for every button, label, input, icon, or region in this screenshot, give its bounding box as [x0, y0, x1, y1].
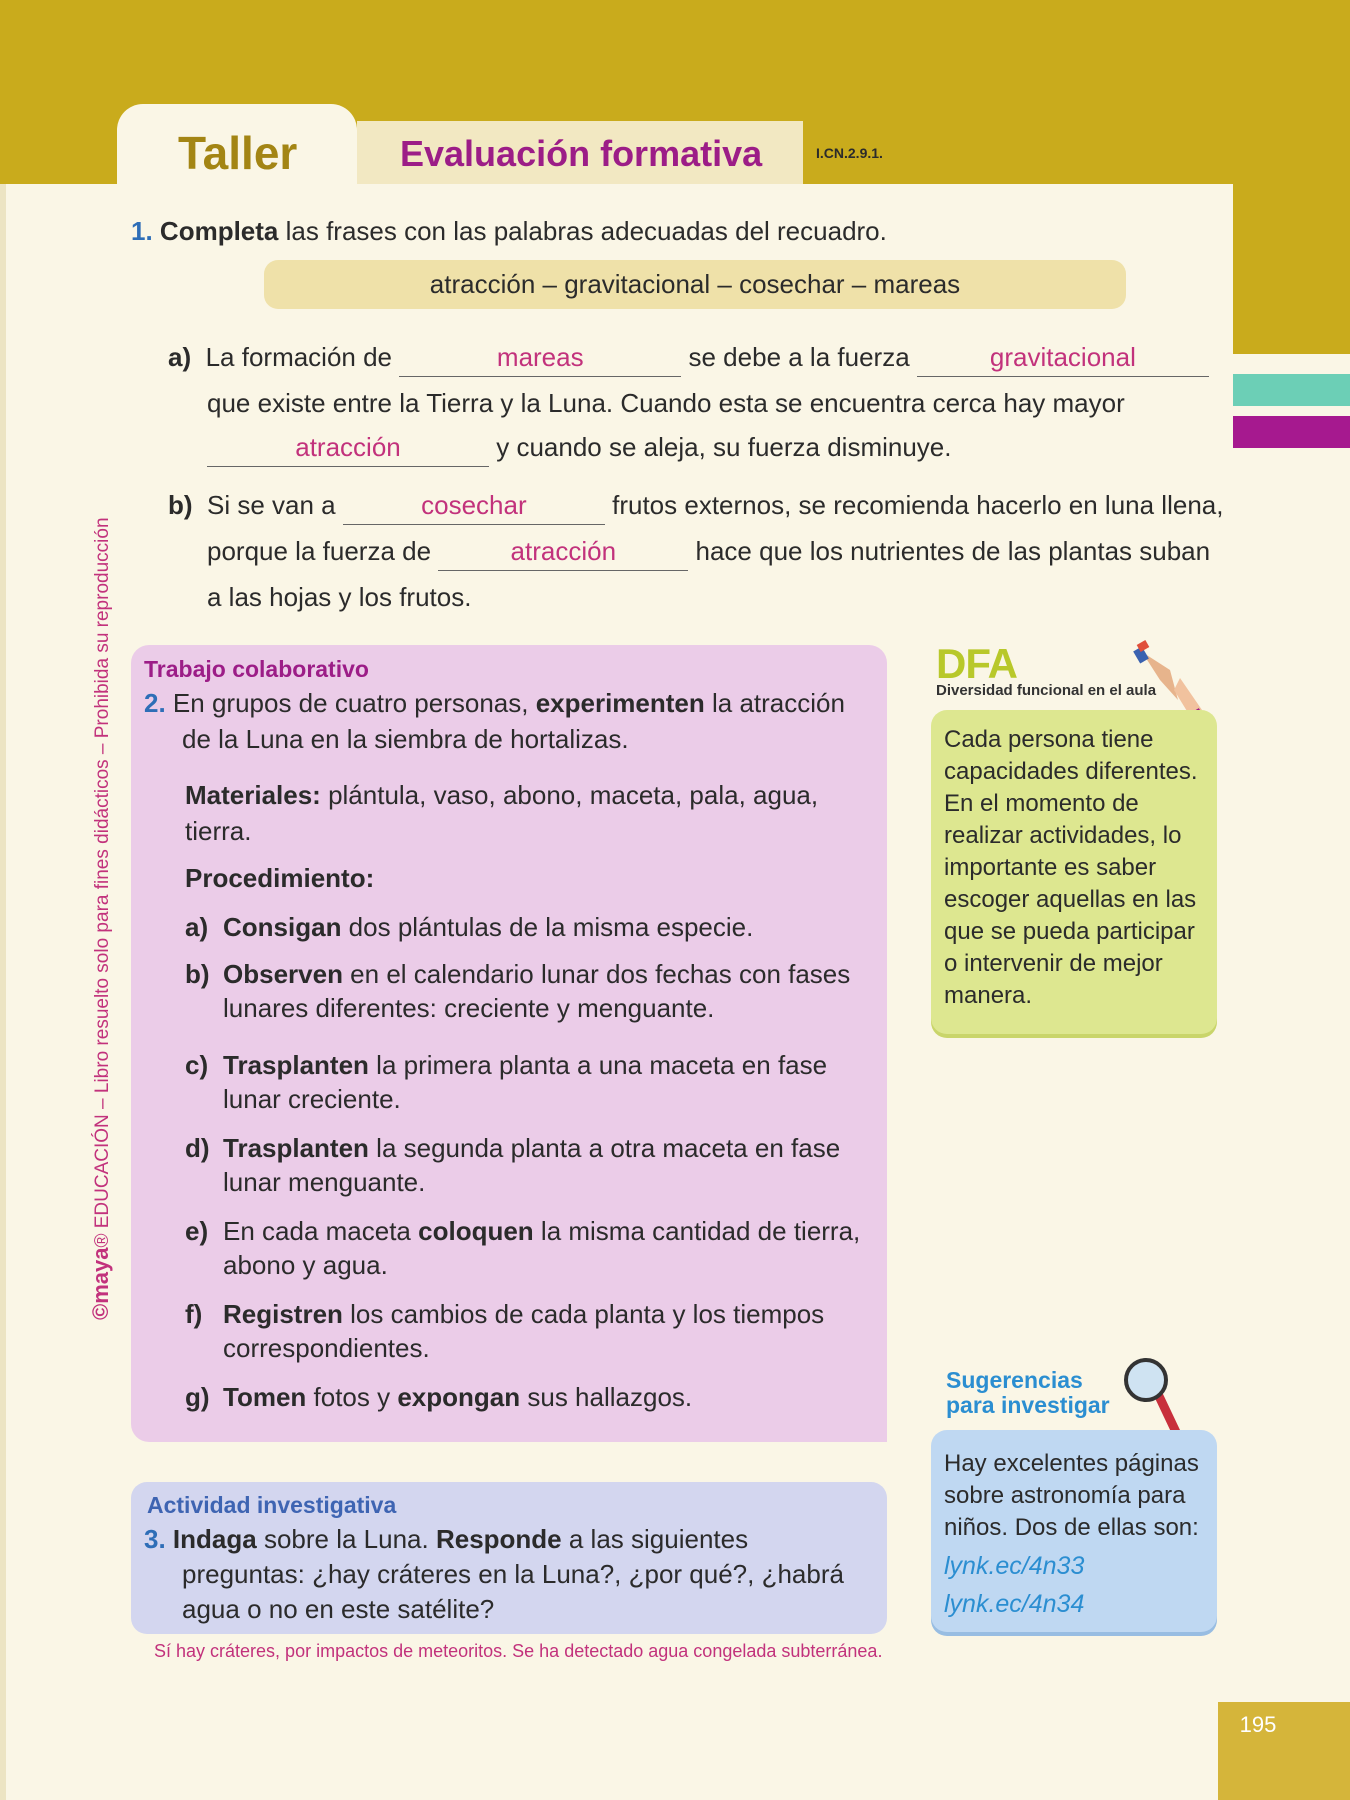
- step-continuation: lunares diferentes: creciente y menguante.: [223, 993, 715, 1023]
- q1a-letter: a): [168, 342, 192, 372]
- q1a-blank3[interactable]: atracción: [207, 434, 489, 467]
- link-1[interactable]: lynk.ec/4n33: [944, 1552, 1085, 1580]
- step-text: la primera planta a una maceta en fase: [368, 1050, 828, 1080]
- step-letter: f): [185, 1299, 203, 1329]
- q1b-line3: a las hojas y los frutos.: [207, 582, 472, 612]
- q3-answer: Sí hay cráteres, por impactos de meteoritos. Se ha detectado agua congelada subterránea.: [154, 1641, 883, 1661]
- q2-verb: experimenten: [535, 688, 705, 718]
- q1b-text2: frutos externos, se recomienda hacerlo en luna llena,: [612, 490, 1224, 520]
- step-continuation: lunar menguante.: [223, 1167, 426, 1197]
- suggestion-line: sobre astronomía para: [944, 1482, 1186, 1509]
- page-left-edge: [0, 0, 6, 1800]
- q3-line2: preguntas: ¿hay cráteres en la Luna?, ¿por qué?, ¿habrá: [182, 1559, 844, 1589]
- q3-text2: a las siguientes: [561, 1524, 749, 1554]
- step-letter: b): [185, 959, 210, 989]
- step-verb: Registren: [223, 1299, 343, 1329]
- q2-line1: [144, 688, 845, 719]
- q1-text: las frases con las palabras adecuadas del recuadro.: [278, 216, 887, 246]
- q1b-blank1[interactable]: cosechar: [343, 492, 605, 525]
- taller-title: Taller: [178, 127, 298, 179]
- q1a-line3: [207, 432, 952, 467]
- step-text: sus hallazgos.: [520, 1382, 693, 1412]
- step-verb: Trasplanten: [223, 1133, 369, 1163]
- dfa-line: capacidades diferentes.: [944, 758, 1198, 785]
- materials-line2: tierra.: [185, 816, 252, 846]
- materials-text: plántula, vaso, abono, maceta, pala, agua,: [320, 780, 819, 810]
- step-letter: a): [185, 912, 209, 942]
- step-letter: d): [185, 1133, 210, 1163]
- q1a-line2: que existe entre la Tierra y la Luna. Cuando esta se encuentra cerca hay mayor: [207, 388, 1125, 418]
- q3-number: 3.: [144, 1524, 166, 1554]
- procedure-step: [185, 1214, 860, 1282]
- step-text: en el calendario lunar dos fechas con fases: [342, 959, 851, 989]
- suggestions-text: [944, 1448, 1199, 1544]
- collab-label: Trabajo colaborativo: [144, 656, 369, 682]
- copyright-side-text: [88, 517, 114, 1320]
- step-verb: Consigan: [223, 912, 342, 942]
- procedure-label: Procedimiento:: [185, 863, 375, 893]
- q1a-text2: se debe a la fuerza: [688, 342, 910, 372]
- link-2[interactable]: lynk.ec/4n34: [944, 1590, 1085, 1618]
- q2-line2: de la Luna en la siembra de hortalizas.: [182, 724, 629, 754]
- step-text: los cambios de cada planta y los tiempos: [342, 1299, 825, 1329]
- step-text: fotos y: [306, 1382, 398, 1412]
- q1b-text4: hace que los nutrientes de las plantas suban: [695, 536, 1211, 566]
- procedure-step: [185, 957, 850, 1025]
- q1b-letter: b): [168, 490, 193, 520]
- q3-line3: agua o no en este satélite?: [182, 1594, 495, 1624]
- dfa-line: En el momento de: [944, 790, 1139, 817]
- materials-line1: [185, 780, 818, 811]
- step-continuation: abono y agua.: [223, 1250, 388, 1280]
- suggestions-title: [946, 1368, 1110, 1418]
- step-text: la misma cantidad de tierra,: [533, 1216, 861, 1246]
- copyright-text: ® EDUCACIÓN – Libro resuelto solo para fines didácticos – Prohibida su reproducción: [92, 517, 113, 1248]
- procedure-step: [185, 910, 753, 944]
- step-verb: coloquen: [418, 1216, 534, 1246]
- dfa-line: importante es saber: [944, 854, 1157, 881]
- q1b-line1: [168, 490, 1223, 525]
- step-verb: Trasplanten: [223, 1050, 369, 1080]
- step-letter: c): [185, 1050, 209, 1080]
- suggestions-title-line2: para investigar: [946, 1392, 1110, 1418]
- q1-number: 1.: [131, 216, 153, 246]
- q1a-blank1[interactable]: mareas: [399, 344, 681, 377]
- q1-verb: Completa: [159, 216, 279, 246]
- q1a-text1: La formación de: [205, 342, 393, 372]
- procedure-step: [185, 1380, 692, 1414]
- step-verb: expongan: [397, 1382, 521, 1412]
- q1b-line2: [207, 536, 1210, 571]
- step-text: la segunda planta a otra maceta en fase: [368, 1133, 841, 1163]
- materials-label: Materiales:: [185, 780, 321, 810]
- q1b-text1: Si se van a: [207, 490, 336, 520]
- curriculum-code: I.CN.2.9.1.: [816, 145, 883, 161]
- q2-text1: En grupos de cuatro personas,: [172, 688, 536, 718]
- dfa-line: que se pueda participar: [944, 918, 1195, 945]
- dfa-text: [944, 724, 1198, 1012]
- step-continuation: lunar creciente.: [223, 1084, 401, 1114]
- suggestion-line: niños. Dos de ellas son:: [944, 1514, 1199, 1541]
- dfa-line: escoger aquellas en las: [944, 886, 1197, 913]
- dfa-line: manera.: [944, 982, 1033, 1009]
- step-continuation: correspondientes.: [223, 1333, 430, 1363]
- dfa-line: Cada persona tiene: [944, 726, 1154, 753]
- magnifier-icon: [1120, 1356, 1190, 1438]
- dfa-line: realizar actividades, lo: [944, 822, 1182, 849]
- q1-instruction: [131, 216, 887, 247]
- teal-stripe: [1233, 374, 1350, 406]
- q3-line1: [144, 1524, 748, 1555]
- right-gold-band: [1233, 184, 1350, 354]
- evaluacion-title: Evaluación formativa: [400, 133, 763, 174]
- step-letter: e): [185, 1216, 209, 1246]
- dfa-subtitle: Diversidad funcional en el aula: [936, 682, 1157, 699]
- word-box: atracción – gravitacional – cosechar – mareas: [264, 260, 1126, 309]
- procedure-step: [185, 1048, 827, 1116]
- step-letter: g): [185, 1382, 210, 1412]
- q2-number: 2.: [144, 688, 166, 718]
- q1a-blank2[interactable]: gravitacional: [917, 344, 1209, 377]
- procedure-step: [185, 1131, 840, 1199]
- page-number: 195: [1239, 1712, 1277, 1737]
- step-verb: Observen: [223, 959, 343, 989]
- procedure-step: [185, 1297, 824, 1365]
- suggestions-title-line1: Sugerencias: [946, 1367, 1083, 1393]
- brand-name: ©maya: [88, 1247, 113, 1320]
- dfa-logo: DFA: [936, 640, 1017, 687]
- q2-text2: la atracción: [704, 688, 845, 718]
- research-label: Actividad investigativa: [147, 1492, 397, 1518]
- q1a-line1: [168, 342, 1209, 377]
- q1b-blank2[interactable]: atracción: [438, 538, 688, 571]
- dfa-line: o intervenir de mejor: [944, 950, 1163, 977]
- q3-text1: sobre la Luna.: [256, 1524, 436, 1554]
- q3-verb2: Responde: [435, 1524, 562, 1554]
- step-verb: Tomen: [223, 1382, 307, 1412]
- q3-verb1: Indaga: [172, 1524, 257, 1554]
- step-text: dos plántulas de la misma especie.: [341, 912, 754, 942]
- q1a-text3: y cuando se aleja, su fuerza disminuye.: [496, 432, 952, 462]
- q1b-text3: porque la fuerza de: [207, 536, 432, 566]
- step-text: En cada maceta: [223, 1216, 419, 1246]
- suggestion-line: Hay excelentes páginas: [944, 1450, 1199, 1477]
- magenta-stripe: [1233, 416, 1350, 448]
